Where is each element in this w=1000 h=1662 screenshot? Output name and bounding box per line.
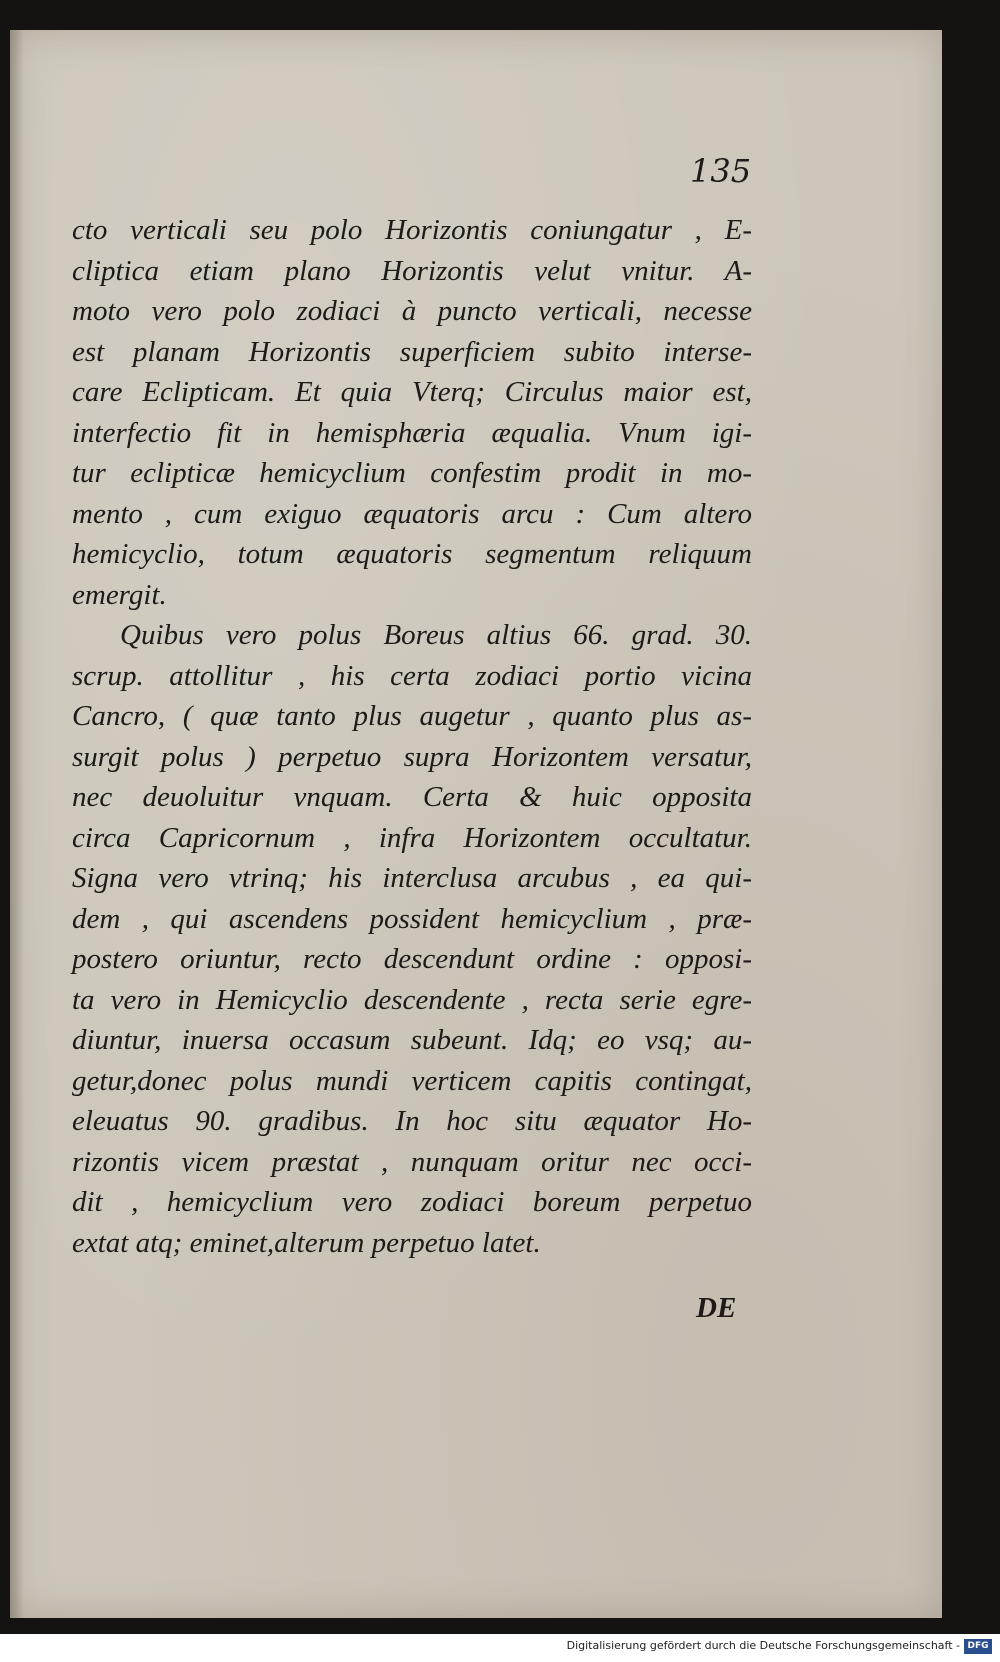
text-line: tur eclipticæ hemicyclium confestim prodit in mo- — [72, 457, 752, 489]
text-line: getur,donec polus mundi verticem capitis contingat, — [72, 1064, 752, 1097]
page-gutter-shadow — [10, 30, 24, 1618]
text-line: scrup. attollitur , his certa zodiaci portio vicina — [72, 659, 752, 692]
footer-credit: Digitalisierung gefördert durch die Deutsche Forschungsgemeinschaft - — [566, 1639, 960, 1652]
text-line: Quibus vero polus Boreus altius 66. grad. 30. — [120, 619, 752, 651]
text-line: dit , hemicyclium vero zodiaci boreum perpetuo — [72, 1186, 752, 1218]
text-line: extat atq; eminet,alterum perpetuo latet. — [72, 1226, 541, 1259]
text-line: postero oriuntur, recto descendunt ordine : opposi- — [72, 943, 752, 975]
text-line: circa Capricornum , infra Horizontem occultatur. — [72, 821, 752, 854]
text-line: nec deuoluitur vnquam. Certa & huic opposita — [72, 781, 752, 813]
text-line: mento , cum exiguo æquatoris arcu : Cum altero — [72, 497, 752, 530]
text-line: eleuatus 90. gradibus. In hoc situ æquator Ho- — [72, 1105, 752, 1137]
dfg-logo-icon: DFG — [964, 1639, 992, 1654]
page-number: 135 — [690, 152, 752, 190]
text-line: interfectio fit in hemisphæria æqualia. Vnum igi- — [72, 416, 752, 449]
catchword: DE — [696, 1292, 737, 1324]
text-line: surgit polus ) perpetuo supra Horizontem versatur, — [72, 740, 752, 773]
text-line: Signa vero vtrinq; his interclusa arcubus , ea qui- — [72, 862, 752, 894]
text-line: ta vero in Hemicyclio descendente , recta serie egre- — [72, 983, 752, 1016]
footer-bar — [0, 1634, 1000, 1662]
text-line: moto vero polo zodiaci à puncto verticali, necesse — [72, 295, 752, 327]
text-line: hemicyclio, totum æquatoris segmentum reliquum — [72, 538, 752, 570]
body-text — [72, 210, 752, 1263]
text-line: rizontis vicem præstat , nunquam oritur nec occi- — [72, 1145, 752, 1178]
text-line: dem , qui ascendens possident hemicyclium , præ- — [72, 902, 752, 935]
book-page — [10, 30, 942, 1618]
text-line: emergit. — [72, 578, 167, 611]
text-line: diuntur, inuersa occasum subeunt. Idq; eo vsq; au- — [72, 1024, 752, 1056]
text-line: cliptica etiam plano Horizontis velut vnitur. A- — [72, 254, 752, 287]
text-line: care Eclipticam. Et quia Vterq; Circulus maior est, — [72, 376, 752, 408]
text-line: Cancro, ( quæ tanto plus augetur , quanto plus as- — [72, 700, 752, 732]
text-line: est planam Horizontis superficiem subito interse- — [72, 335, 752, 368]
text-line: cto verticali seu polo Horizontis coniungatur , E- — [72, 214, 752, 246]
